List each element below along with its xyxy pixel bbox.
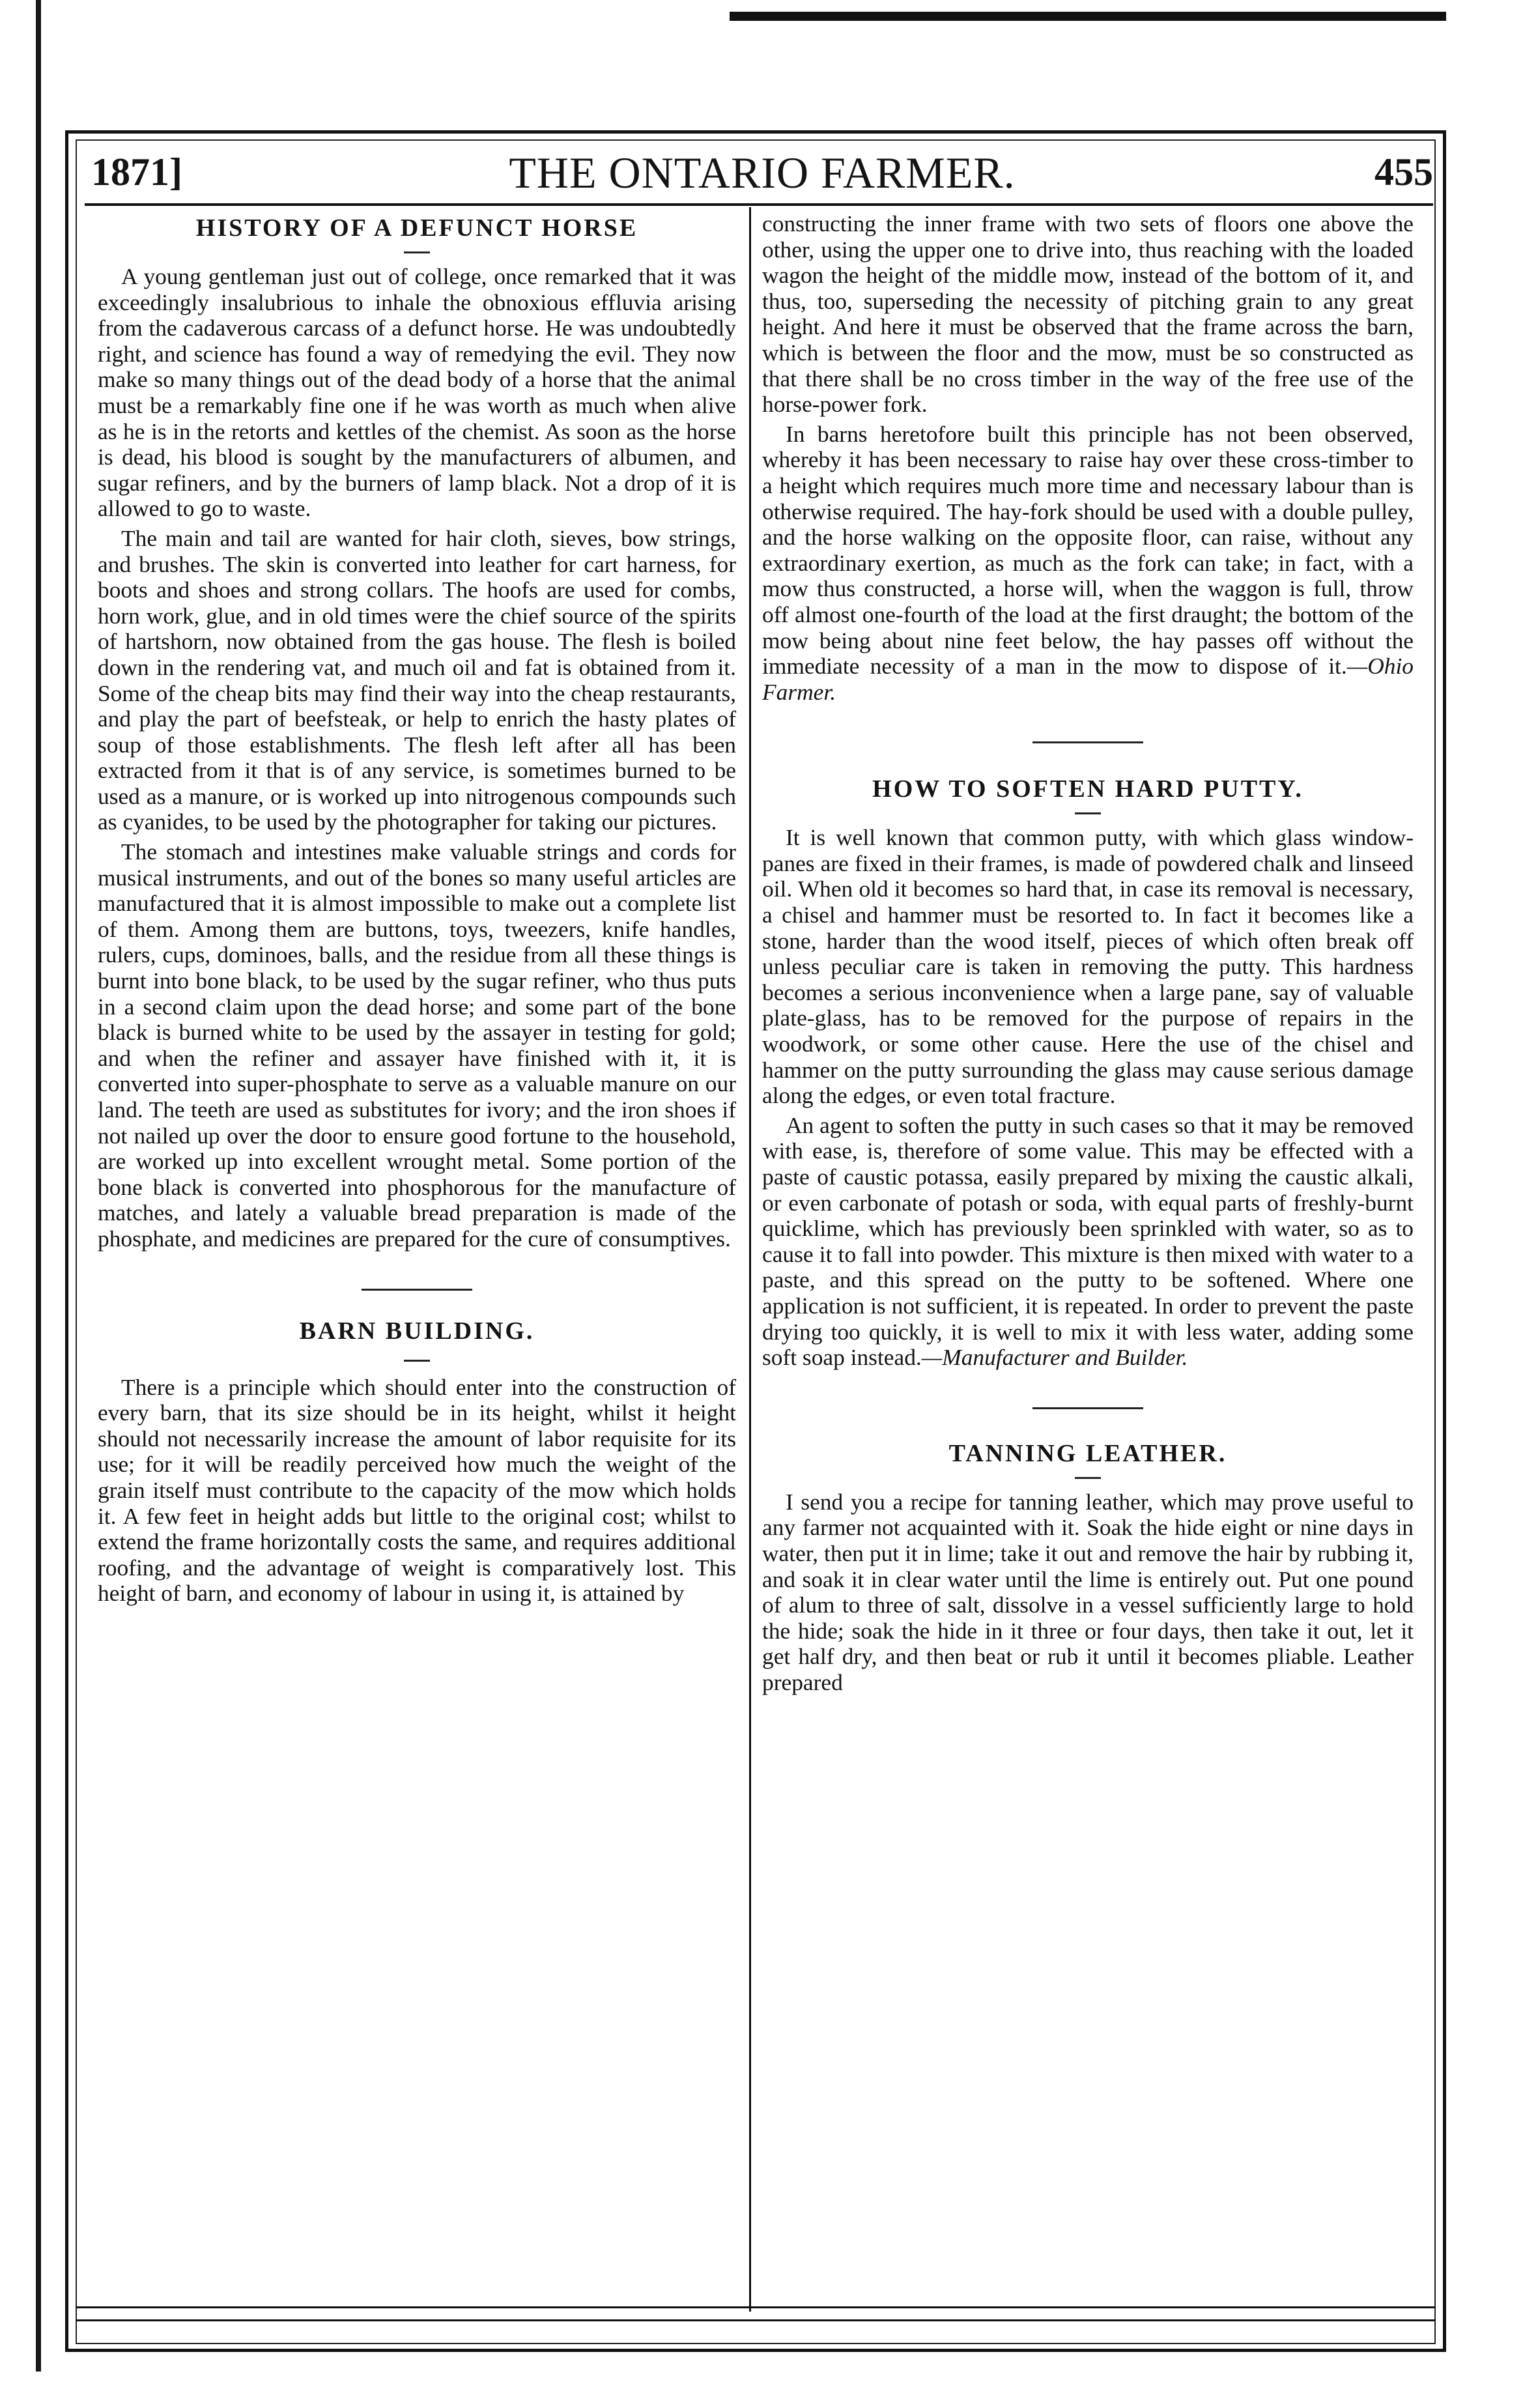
article-paragraph: constructing the inner frame with two sets of floors one above the other, using the upper one to drive into, thus reaching with the loaded wagon the height of the middle mow, instead of the bottom of it, and thus, too, superseding the necessity of pitching grain to any great height. And here it must be observed that the frame across the barn, which is between the floor and the mow, must be so constructed as that there shall be no cross timber in the way of the free use of the horse-power fork.	[762, 210, 1414, 418]
header-year: 1871]	[91, 150, 182, 194]
left-edge-rule	[36, 0, 41, 2372]
article-paragraph: A young gentleman just out of college, once remarked that it was exceedingly insalubrious to inhale the obnoxious effluvia arising from the cadaverous carcass of a defunct horse. He was undoubtedly right, and science has found a way of remedying the evil. They now make so many things out of the dead body of a horse that the animal must be a remarkably fine one if he was worth as much when alive as he is in the retorts and kettles of the chemist. As soon as the horse is dead, his blood is sought by the manufacturers of albumen, and sugar refiners, and by the burners of lamp black. Not a drop of it is allowed to go to waste.	[98, 263, 736, 522]
article-paragraph: The stomach and intestines make valuable strings and cords for musical instruments, and out of the bones so many useful articles are manufactured that it is almost impossible to make out a complete list of them. Among them are buttons, toys, tweezers, knife handles, rulers, cups, dominoes, balls, and the residue from all these things is burnt into bone black, to be used by the sugar refiner, who thus puts in a second claim upon the dead horse; and some part of the bone black is burned white to be used by the assayer in testing for gold; and when the refiner and assayer have finished with it, it is converted into super-phosphate to serve as a valuable manure on our land. The teeth are used as substitutes for ivory; and the iron shoes if not nailed up over the door to ensure good fortune to the household, are worked up into excellent wrought metal. Some portion of the bone black is converted into phosphorous for the manufacture of matches, and lately a valuable bread preparation is made of the phosphate, and medicines are prepared for the cure of consumptives.	[98, 838, 736, 1252]
article-paragraph	[762, 422, 1414, 706]
article-barn-building-continued	[762, 211, 1414, 705]
section-separator	[1032, 1407, 1143, 1409]
section-separator	[1032, 741, 1143, 743]
article-paragraph: The main and tail are wanted for hair cloth, sieves, bow strings, and brushes. The skin is converted into leather for cart harness, for boots and shoes and strong collars. The hoofs are used for combs, horn work, glue, and in old times were the chief source of the spirits of hartshorn, now obtained from the gas house. The flesh is boiled down in the rendering vat, and much oil and fat is obtained from it. Some of the cheap bits may find their way into the cheap restaurants, and play the part of beefsteak, or help to enrich the hasty plates of soup of those establishments. The flesh left after all has been extracted from it that is of any service, is sometimes burned to be used as a manure, or is worked up into nitrogenous compounds such as cyanides, to be used by the photographer for taking our pictures.	[98, 524, 736, 835]
section-separator	[362, 1289, 472, 1291]
article-credit: —Manufacturer and Builder.	[921, 1344, 1188, 1371]
article-paragraph: There is a principle which should enter into the construction of every barn, that its size should be in its height, whilst it height should not necessarily increase the amount of labor requisite for its use; for it will be readily perceived how much the weight of the grain itself must contribute to the capacity of the mow which holds it. A few feet in height adds but little to the original cost; whilst to extend the frame horizontally costs the same, and requires additional roofing, and the advantage of weight is comparatively lost. This height of barn, and economy of labour in using it, is attained by	[98, 1373, 736, 1607]
article-paragraph: I send you a recipe for tanning leather, which may prove useful to any farmer not acquainted with it. Soak the hide eight or nine days in water, then put it in lime; take it out and remove the hair by rubbing it, and soak it in clear water until the lime is entirely out. Put one pound of alum to three of salt, dissolve in a vessel sufficiently large to hold the hide; soak the hide in it three or four days, then take it out, let it get half dry, and then beat or rub it until it becomes pliable. Leather prepared	[762, 1488, 1414, 1695]
article-paragraph	[762, 1113, 1414, 1371]
column-divider	[749, 207, 751, 2312]
article-paragraph: It is well known that common putty, with which glass window-panes are fixed in their frames, is made of powdered chalk and linseed oil. When old it becomes so hard that, in case its removal is necessary, a chisel and hammer must be resorted to. In fact it becomes like a stone, harder than the wood itself, pieces of which often break off unless peculiar care is taken in removing the putty. This hardness becomes a serious inconvenience when a large pane, say of valuable plate-glass, has to be removed for the purpose of repairs in the woodwork, or some other cause. Here the use of the chisel and hammer on the putty surrounding the glass may cause serious damage along the edges, or even total fracture.	[762, 824, 1414, 1109]
article-tanning-leather	[762, 1439, 1414, 1696]
paragraph-text: An agent to soften the putty in such cases so that it may be removed with ease, is, therefore of some value. This may be effected with a paste of caustic potassa, easily prepared by mixing the caustic alkali, or even carbonate of potash or soda, with equal parts of freshly-burnt quicklime, which has previously been sprinkled with water, so as to cause it to fall into powder. This mixture is then mixed with water to a paste, and this spread on the putty to be softened. Where one application is not sufficient, it is repeated. In order to prevent the paste drying too quickly, it is well to mix it with less water, adding some soft soap instead.	[762, 1111, 1414, 1371]
title-dash	[1075, 812, 1101, 814]
article-title: HOW TO SOFTEN HARD PUTTY.	[872, 775, 1303, 803]
bottom-rule	[76, 2306, 1436, 2308]
title-dash	[404, 1360, 430, 1362]
paragraph-text: In barns heretofore built this principle has not been observed, whereby it has been necessary to raise hay over these cross-timber to a height which requires much more time and necessary labour than is otherwise required. The hay-fork should be used with a double pulley, and the horse walking on the opposite floor, can raise, without any extraordinary exertion, as much as the fork can take; in fact, with a mow thus constructed, a horse will, when the waggon is full, throw off almost one-fourth of the load at the first draught; the bottom of the mow being about nine feet below, the hay passes off without the immediate necessity of a man in the mow to dispose of it.	[762, 420, 1414, 680]
article-credit: —Ohio Farmer.	[762, 653, 1414, 705]
title-dash	[404, 251, 430, 253]
page-number: 455	[1374, 150, 1433, 194]
article-title: TANNING LEATHER.	[948, 1439, 1227, 1467]
left-column	[98, 211, 736, 1607]
page-header	[91, 143, 1433, 202]
article-soften-putty	[762, 775, 1414, 1370]
article-title: HISTORY OF A DEFUNCT HORSE	[195, 214, 638, 242]
top-edge-bar	[730, 12, 1446, 21]
header-rule	[85, 203, 1433, 206]
article-barn-building	[98, 1317, 736, 1607]
bottom-rule-double	[76, 2319, 1436, 2321]
article-title: BARN BUILDING.	[299, 1317, 535, 1345]
right-column	[762, 211, 1414, 1696]
publication-title: THE ONTARIO FARMER.	[509, 148, 1016, 197]
title-dash	[1075, 1477, 1101, 1479]
article-defunct-horse	[98, 214, 736, 1252]
